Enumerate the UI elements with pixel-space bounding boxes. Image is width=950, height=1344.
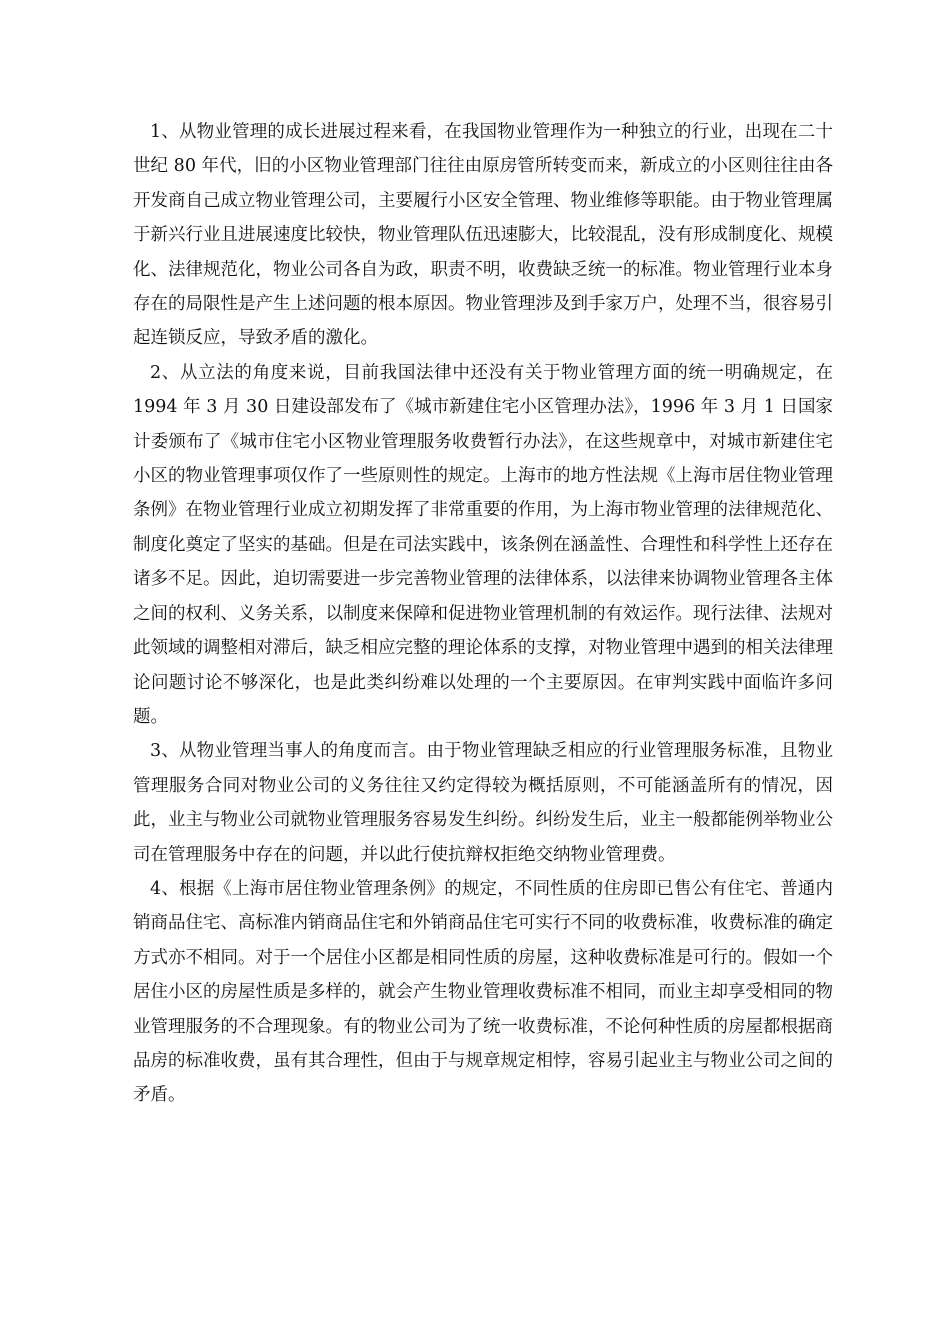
document-body [133,115,833,1113]
paragraph-3: 3、从物业管理当事人的角度而言。由于物业管理缺乏相应的行业管理服务标准，且物业管理服务合同对物业公司的义务往往又约定得较为概括原则，不可能涵盖所有的情况，因此，业主与物业公司就物业管理服务容易发生纠纷。纠纷发生后，业主一般都能例举物业公司在管理服务中存在的问题，并以此行使抗辩权拒绝交纳物业管理费。 [133,741,833,865]
paragraph-4: 4、根据《上海市居住物业管理条例》的规定，不同性质的住房即已售公有住宅、普通内销商品住宅、高标准内销商品住宅和外销商品住宅可实行不同的收费标准，收费标准的确定方式亦不相同。对于一个居住小区都是相同性质的房屋，这种收费标准是可行的。假如一个居住小区的房屋性质是多样的，就会产生物业管理收费标准不相同，而业主却享受相同的物业管理服务的不合理现象。有的物业公司为了统一收费标准，不论何种性质的房屋都根据商品房的标准收费，虽有其合理性，但由于与规章规定相悖，容易引起业主与物业公司之间的矛盾。 [133,878,833,1106]
paragraph-1: 1、从物业管理的成长进展过程来看，在我国物业管理作为一种独立的行业，出现在二十世纪 80 年代，旧的小区物业管理部门往往由原房管所转变而来，新成立的小区则往往由各开发商自己成立物业管理公司，主要履行小区安全管理、物业维修等职能。由于物业管理属于新兴行业且进展速度比较快，物业管理队伍迅速膨大，比较混乱，没有形成制度化、规模化、法律规范化，物业公司各自为政，职责不明，收费缺乏统一的标准。物业管理行业本身存在的局限性是产生上述问题的根本原因。物业管理涉及到手家万户，处理不当，很容易引起连锁反应，导致矛盾的激化。 [133,122,833,349]
paragraph-2: 2、从立法的角度来说，目前我国法律中还没有关于物业管理方面的统一明确规定，在 1994 年 3 月 30 日建设部发布了《城市新建住宅小区管理办法》，1996 年 3 月 1 日国家计委颁布了《城市住宅小区物业管理服务收费暂行办法》，在这些规章中，对城市新建住宅小区的物业管理事项仅作了一些原则性的规定。上海市的地方性法规《上海市居住物业管理条例》在物业管理行业成立初期发挥了非常重要的作用，为上海市物业管理的法律规范化、制度化奠定了坚实的基础。但是在司法实践中，该条例在涵盖性、合理性和科学性上还存在诸多不足。因此，迫切需要进一步完善物业管理的法律体系，以法律来协调物业管理各主体之间的权利、义务关系，以制度来保障和促进物业管理机制的有效运作。现行法律、法规对此领域的调整相对滞后，缺乏相应完整的理论体系的支撑，对物业管理中遇到的相关法律理论问题讨论不够深化，也是此类纠纷难以处理的一个主要原因。在审判实践中面临许多问题。 [133,362,833,727]
